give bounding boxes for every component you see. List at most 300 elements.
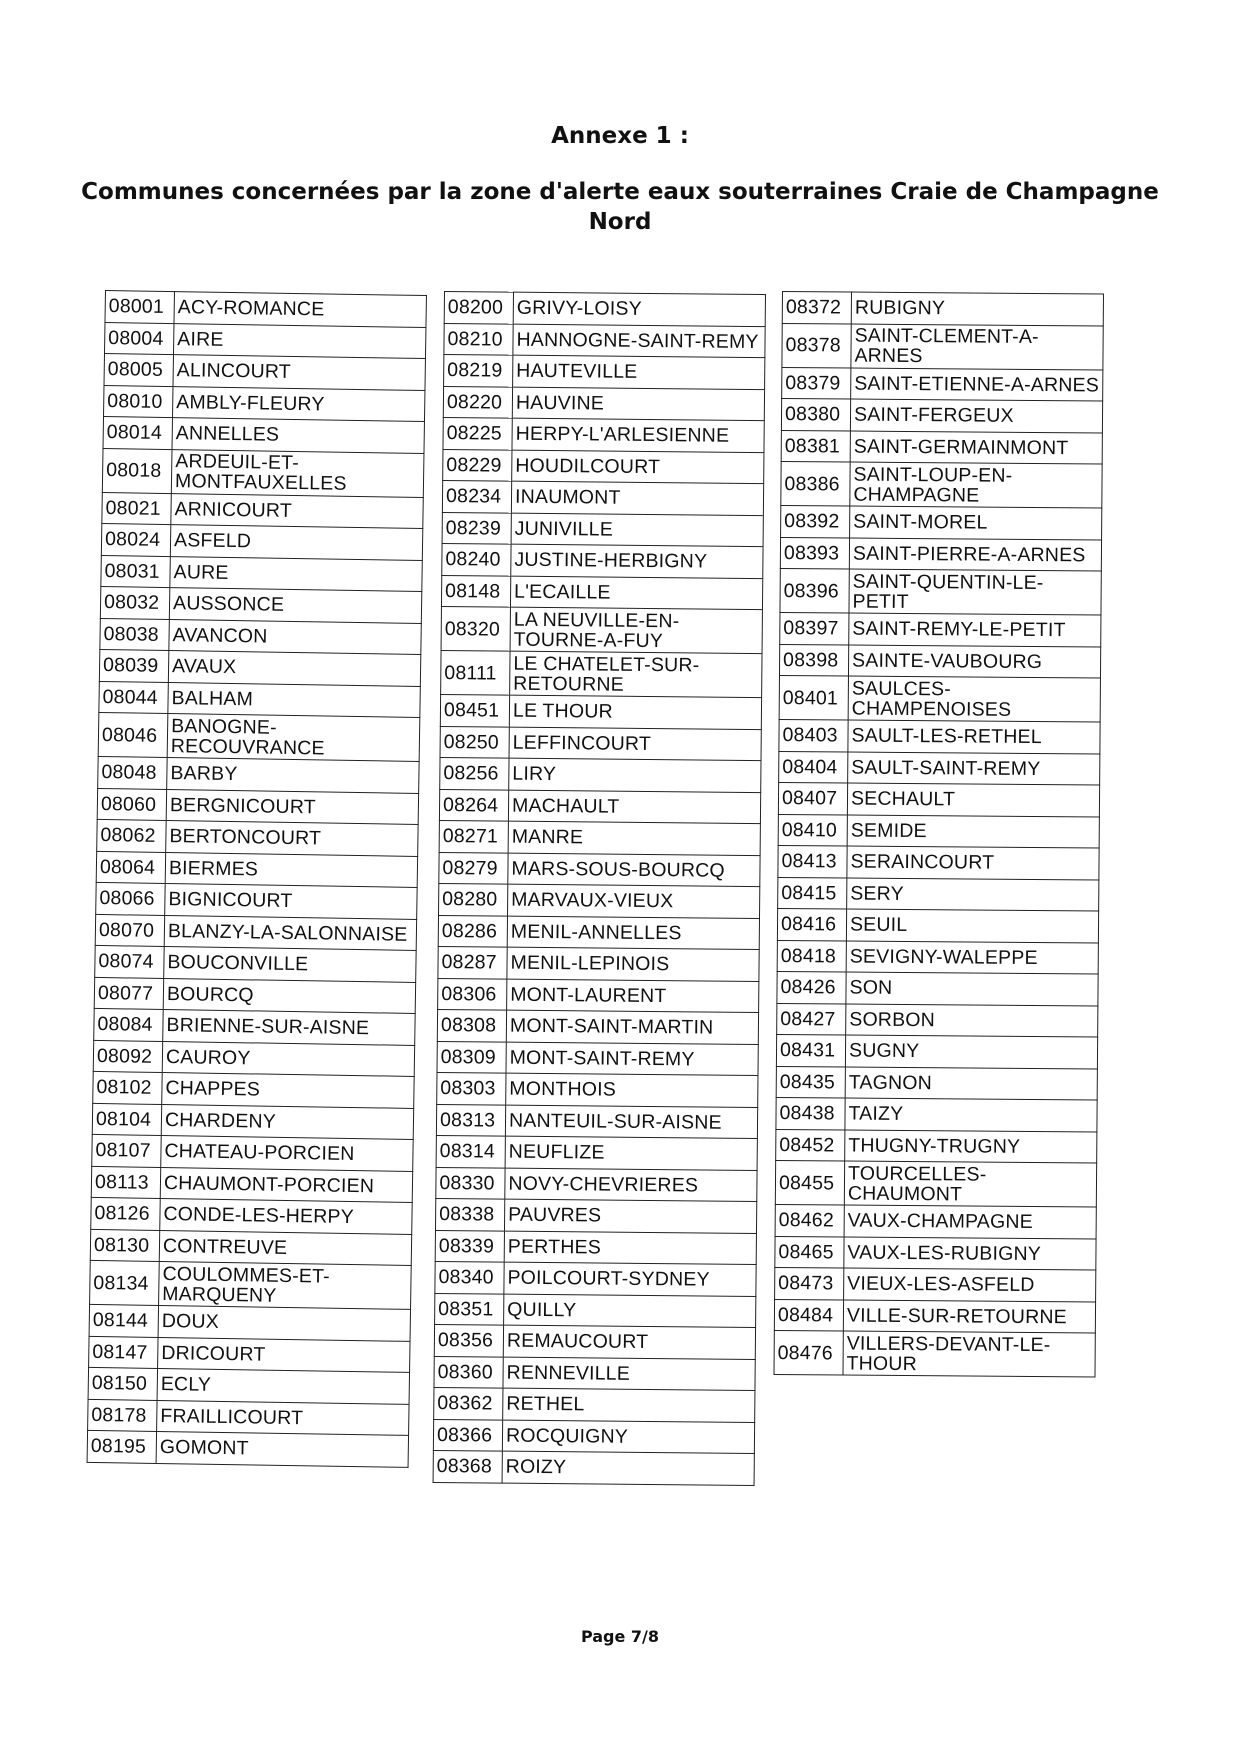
commune-code: 08092 (93, 1040, 162, 1073)
commune-code: 08308 (437, 1009, 506, 1041)
commune-code: 08451 (440, 694, 509, 726)
commune-name: AUSSONCE (169, 588, 421, 623)
commune-code: 08381 (781, 430, 850, 462)
commune-name: TOURCELLES-CHAUMONT (844, 1161, 1096, 1207)
table-row (434, 1324, 755, 1359)
commune-code: 08104 (92, 1103, 161, 1136)
table-row (782, 323, 1103, 370)
table-row (435, 1261, 756, 1296)
commune-name: ANNELLES (172, 418, 424, 453)
table-row (443, 449, 764, 484)
table-row (102, 448, 424, 497)
commune-code: 08113 (91, 1166, 160, 1199)
table-row (781, 461, 1102, 508)
table-row (774, 1299, 1095, 1333)
commune-name: CONDE-LES-HERPY (160, 1198, 412, 1233)
commune-code: 08452 (776, 1129, 845, 1161)
table-row (88, 1367, 409, 1404)
commune-code: 08339 (435, 1230, 504, 1262)
document-title (0, 177, 1240, 237)
commune-name: GOMONT (156, 1431, 408, 1466)
commune-code: 08303 (437, 1072, 506, 1104)
table-row (439, 820, 760, 855)
commune-code: 08418 (777, 940, 846, 972)
commune-code: 08392 (781, 505, 850, 537)
commune-code: 08271 (439, 820, 508, 852)
commune-code: 08287 (438, 946, 507, 978)
commune-name: RUBIGNY (851, 292, 1103, 325)
commune-code: 08010 (104, 385, 173, 418)
table-row (777, 971, 1098, 1005)
commune-code: 08240 (442, 543, 511, 575)
commune-code: 08005 (104, 354, 173, 387)
commune-name: NEUFLIZE (505, 1136, 757, 1170)
table-row (776, 1129, 1097, 1163)
table-row (775, 1204, 1096, 1238)
commune-name: ARDEUIL-ET-MONTFAUXELLES (171, 449, 424, 497)
table-row (442, 480, 763, 515)
table-row (778, 782, 1099, 816)
table-row (93, 1040, 414, 1077)
table-row (87, 1430, 408, 1467)
commune-name: VIEUX-LES-ASFELD (844, 1268, 1096, 1301)
table-row (105, 291, 426, 328)
table-row (436, 1104, 757, 1139)
commune-name: MARS-SOUS-BOURCQ (508, 853, 760, 887)
commune-name: REMAUCOURT (503, 1325, 755, 1359)
commune-code: 08038 (100, 618, 169, 651)
commune-code: 08250 (440, 726, 509, 758)
commune-name: SAINTE-VAUBOURG (848, 645, 1100, 678)
table-row (91, 1166, 412, 1203)
table-row (104, 354, 425, 391)
commune-name: AIRE (173, 323, 425, 358)
commune-name: MONT-SAINT-REMY (506, 1042, 758, 1076)
commune-code: 08032 (100, 586, 169, 619)
commune-name: MENIL-LEPINOIS (507, 947, 759, 981)
commune-code: 08107 (92, 1134, 161, 1167)
commune-code: 08279 (439, 852, 508, 884)
table-row (438, 915, 759, 950)
table-row (96, 882, 417, 919)
table-row (439, 789, 760, 824)
commune-name: CHATEAU-PORCIEN (161, 1135, 413, 1170)
commune-name: PAUVRES (504, 1199, 756, 1233)
table-row (781, 505, 1102, 539)
commune-name: MANRE (508, 821, 760, 855)
commune-code: 08048 (98, 756, 167, 789)
commune-name: BOUCONVILLE (164, 947, 416, 982)
commune-code: 08150 (88, 1367, 157, 1400)
table-row (442, 543, 763, 578)
commune-name: BARBY (167, 758, 419, 793)
commune-code: 08473 (775, 1267, 844, 1299)
table-row (781, 430, 1102, 464)
commune-name: NANTEUIL-SUR-AISNE (505, 1105, 757, 1139)
commune-name: RENNEVILLE (503, 1357, 755, 1391)
annex-title: Annexe 1 : (551, 123, 689, 149)
table-row (88, 1399, 409, 1436)
commune-name: RETHEL (503, 1388, 755, 1422)
commune-name: COULOMMES-ET-MARQUENY (159, 1261, 412, 1309)
table-row (94, 977, 415, 1014)
table-row (444, 292, 765, 327)
commune-code: 08438 (776, 1097, 845, 1129)
commune-name: ROIZY (502, 1451, 754, 1485)
table-row (778, 814, 1099, 848)
commune-code: 08397 (780, 612, 849, 644)
commune-code: 08404 (779, 751, 848, 783)
commune-name: CONTREUVE (159, 1230, 411, 1265)
commune-name: BANOGNE-RECOUVRANCE (167, 714, 420, 762)
commune-name: BOURCQ (163, 978, 415, 1013)
table-row (89, 1336, 410, 1373)
commune-code: 08413 (778, 845, 847, 877)
commune-code: 08476 (774, 1330, 843, 1375)
commune-name: SAINT-REMY-LE-PETIT (849, 613, 1101, 646)
commune-name: AVAUX (168, 651, 420, 686)
table-row (444, 355, 765, 390)
table-row (101, 523, 422, 560)
commune-code: 08225 (443, 417, 512, 449)
commune-name: HERPY-L'ARLESIENNE (512, 418, 764, 452)
commune-code: 08018 (102, 448, 172, 493)
table-row (433, 1450, 754, 1485)
commune-name: SUGNY (845, 1035, 1097, 1068)
table-row (779, 644, 1100, 678)
table-row (435, 1230, 756, 1265)
commune-name: SERAINCOURT (847, 846, 1099, 879)
commune-name: SAINT-PIERRE-A-ARNES (849, 538, 1101, 571)
commune-code: 08360 (434, 1356, 503, 1388)
commune-name: BERGNICOURT (166, 789, 418, 824)
commune-name: SAINT-FERGEUX (850, 399, 1102, 432)
commune-code: 08435 (776, 1066, 845, 1098)
commune-code: 08313 (436, 1104, 505, 1136)
commune-name: MONT-SAINT-MARTIN (506, 1010, 758, 1044)
commune-code: 08280 (439, 883, 508, 915)
table-row (436, 1167, 757, 1202)
commune-code: 08338 (435, 1198, 504, 1230)
table-row (441, 575, 762, 610)
table-row (775, 1236, 1096, 1270)
commune-code: 08386 (781, 461, 850, 506)
commune-code: 08306 (438, 978, 507, 1010)
commune-name: HAUVINE (512, 387, 764, 421)
commune-code: 08239 (442, 512, 511, 544)
table-row (782, 292, 1103, 326)
commune-name: FRAILLICOURT (157, 1400, 409, 1435)
commune-code: 08070 (95, 914, 164, 947)
commune-code: 08378 (782, 323, 851, 368)
commune-name: LIRY (509, 758, 761, 792)
commune-name: BIGNICOURT (165, 884, 417, 919)
commune-name: AVANCON (169, 619, 421, 654)
commune-code: 08401 (779, 675, 848, 720)
commune-name: SAINT-MOREL (850, 506, 1102, 539)
commune-code: 08234 (442, 480, 511, 512)
table-row (776, 1066, 1097, 1100)
commune-name: CHARDENY (161, 1104, 413, 1139)
commune-name: VAUX-CHAMPAGNE (844, 1205, 1096, 1238)
commune-code: 08320 (441, 606, 510, 651)
table-row (777, 1003, 1098, 1037)
commune-name: QUILLY (504, 1294, 756, 1328)
commune-name: ASFELD (170, 525, 422, 560)
commune-code: 08426 (777, 971, 846, 1003)
commune-name: JUSTINE-HERBIGNY (511, 544, 763, 578)
commune-name: BERTONCOURT (166, 821, 418, 856)
commune-name: L'ECAILLE (510, 576, 762, 610)
commune-code: 08356 (434, 1324, 503, 1356)
commune-name: AURE (170, 556, 422, 591)
commune-code: 08398 (779, 644, 848, 676)
table-row (437, 1041, 758, 1076)
commune-code: 08415 (778, 877, 847, 909)
table-row (778, 845, 1099, 879)
table-row (779, 675, 1100, 722)
table-row (98, 756, 419, 793)
table-row (441, 650, 762, 697)
commune-name: CHAPPES (162, 1072, 414, 1107)
table-row (105, 322, 426, 359)
table-row (433, 1419, 754, 1454)
commune-code: 08148 (441, 575, 510, 607)
table-row (438, 946, 759, 981)
commune-name: MONTHOIS (506, 1073, 758, 1107)
commune-code: 08004 (105, 322, 174, 355)
commune-name: SORBON (846, 1004, 1098, 1037)
commune-name: SAULT-SAINT-REMY (848, 752, 1100, 785)
commune-name: BLANZY-LA-SALONNAISE (164, 915, 416, 950)
document-title-line2: Nord (588, 209, 652, 235)
commune-table-middle (433, 291, 766, 1486)
table-row (435, 1293, 756, 1328)
table-row (436, 1135, 757, 1170)
commune-name: SERY (847, 878, 1099, 911)
table-row (443, 417, 764, 452)
table-row (779, 751, 1100, 785)
table-row (98, 712, 420, 761)
commune-code: 08220 (443, 386, 512, 418)
commune-code: 08134 (90, 1260, 160, 1305)
table-row (434, 1356, 755, 1391)
commune-name: SAULCES-CHAMPENOISES (848, 676, 1100, 722)
commune-name: INAUMONT (511, 481, 763, 515)
commune-code: 08200 (444, 292, 513, 324)
table-row (441, 606, 762, 653)
commune-code: 08001 (105, 291, 174, 324)
commune-name: HAUTEVILLE (513, 355, 765, 389)
table-row (90, 1229, 411, 1266)
commune-name: LE THOUR (509, 695, 761, 729)
table-row (779, 719, 1100, 753)
commune-name: THUGNY-TRUGNY (845, 1130, 1097, 1163)
commune-name: CHAUMONT-PORCIEN (160, 1167, 412, 1202)
table-row (780, 568, 1101, 615)
commune-code: 08314 (436, 1135, 505, 1167)
commune-name: SECHAULT (847, 783, 1099, 816)
commune-name: SAULT-LES-RETHEL (848, 720, 1100, 753)
commune-code: 08465 (775, 1236, 844, 1268)
commune-table-left (87, 290, 427, 1467)
commune-name: SEMIDE (847, 815, 1099, 848)
commune-name: LE CHATELET-SUR-RETOURNE (510, 651, 762, 697)
commune-code: 08427 (777, 1003, 846, 1035)
table-row (91, 1197, 412, 1234)
commune-code: 08046 (98, 712, 168, 757)
table-row (440, 726, 761, 761)
commune-name: POILCOURT-SYDNEY (504, 1262, 756, 1296)
commune-code: 08484 (774, 1299, 843, 1331)
commune-name: TAGNON (845, 1067, 1097, 1100)
commune-code: 08256 (440, 757, 509, 789)
commune-code: 08416 (777, 908, 846, 940)
commune-code: 08264 (439, 789, 508, 821)
table-row (442, 512, 763, 547)
table-row (100, 618, 421, 655)
table-row (780, 612, 1101, 646)
commune-name: SEUIL (846, 909, 1098, 942)
commune-code: 08147 (89, 1336, 158, 1369)
commune-code: 08219 (444, 355, 513, 387)
commune-name: ROCQUIGNY (502, 1420, 754, 1454)
table-row (95, 945, 416, 982)
table-row (101, 555, 422, 592)
commune-code: 08366 (433, 1419, 502, 1451)
table-row (438, 978, 759, 1013)
commune-code: 08074 (95, 945, 164, 978)
table-row (780, 537, 1101, 571)
commune-name: JUNIVILLE (511, 513, 763, 547)
table-row (94, 1008, 415, 1045)
commune-name: DRICOURT (158, 1337, 410, 1372)
table-row (99, 649, 420, 686)
commune-name: TAIZY (845, 1098, 1097, 1131)
commune-code: 08195 (87, 1430, 156, 1463)
commune-table-right (773, 291, 1104, 1377)
commune-code: 08229 (443, 449, 512, 481)
table-row (444, 323, 765, 358)
commune-name: VILLERS-DEVANT-LE-THOUR (843, 1331, 1095, 1377)
commune-name: VAUX-LES-RUBIGNY (844, 1237, 1096, 1270)
table-row (777, 908, 1098, 942)
table-row (439, 883, 760, 918)
commune-code: 08102 (93, 1071, 162, 1104)
table-row (90, 1260, 412, 1309)
commune-code: 08330 (436, 1167, 505, 1199)
commune-name: HOUDILCOURT (512, 450, 764, 484)
commune-name: SAINT-ETIENNE-A-ARNES (851, 368, 1103, 401)
commune-code: 08044 (99, 681, 168, 714)
commune-name: CAUROY (162, 1041, 414, 1076)
table-row (775, 1267, 1096, 1301)
commune-code: 08031 (101, 555, 170, 588)
commune-name: ALINCOURT (173, 355, 425, 390)
table-row (437, 1009, 758, 1044)
table-row (439, 852, 760, 887)
table-row (89, 1304, 410, 1341)
table-row (782, 367, 1103, 401)
commune-code: 08062 (97, 819, 166, 852)
commune-code: 08362 (434, 1387, 503, 1419)
commune-name: MARVAUX-VIEUX (508, 884, 760, 918)
table-row (97, 788, 418, 825)
commune-code: 08403 (779, 719, 848, 751)
commune-code: 08064 (96, 851, 165, 884)
commune-name: LA NEUVILLE-EN-TOURNE-A-FUY (510, 607, 762, 653)
commune-name: SEVIGNY-WALEPPE (846, 941, 1098, 974)
commune-name: MACHAULT (508, 790, 760, 824)
commune-name: SAINT-LOUP-EN-CHAMPAGNE (850, 462, 1102, 508)
table-row (440, 757, 761, 792)
commune-code: 08431 (776, 1034, 845, 1066)
commune-code: 08286 (438, 915, 507, 947)
table-row (103, 416, 424, 453)
commune-name: ECLY (157, 1368, 409, 1403)
commune-name: MONT-LAURENT (507, 979, 759, 1013)
table-row (102, 492, 423, 529)
commune-name: HANNOGNE-SAINT-REMY (513, 324, 765, 358)
commune-code: 08014 (103, 416, 172, 449)
table-row (100, 586, 421, 623)
table-row (777, 940, 1098, 974)
commune-code: 08021 (102, 492, 171, 525)
document-title-line1: Communes concernées par la zone d'alerte eaux souterraines Craie de Champagne (81, 179, 1159, 205)
commune-code: 08060 (97, 788, 166, 821)
commune-name: VILLE-SUR-RETOURNE (843, 1300, 1095, 1333)
table-row (440, 694, 761, 729)
commune-code: 08126 (91, 1197, 160, 1230)
commune-code: 08379 (782, 367, 851, 399)
commune-code: 08066 (96, 882, 165, 915)
commune-name: SAINT-GERMAINMONT (850, 431, 1102, 464)
commune-name: AMBLY-FLEURY (173, 386, 425, 421)
commune-code: 08077 (94, 977, 163, 1010)
commune-code: 08455 (775, 1160, 844, 1205)
commune-code: 08407 (778, 782, 847, 814)
commune-name: BRIENNE-SUR-AISNE (163, 1010, 415, 1045)
table-row (92, 1103, 413, 1140)
commune-name: SAINT-QUENTIN-LE-PETIT (849, 569, 1101, 615)
commune-code: 08210 (444, 323, 513, 355)
page-number: Page 7/8 (580, 1627, 660, 1646)
commune-code: 08410 (778, 814, 847, 846)
commune-code: 08144 (89, 1304, 158, 1337)
table-row (774, 1330, 1095, 1377)
commune-code: 08309 (437, 1041, 506, 1073)
commune-code: 08380 (781, 399, 850, 431)
commune-name: BALHAM (168, 682, 420, 717)
commune-name: PERTHES (504, 1231, 756, 1265)
table-row (97, 819, 418, 856)
commune-name: SON (846, 972, 1098, 1005)
commune-code: 08372 (782, 292, 851, 324)
commune-name: ARNICOURT (171, 493, 423, 528)
commune-name: GRIVY-LOISY (513, 292, 765, 326)
commune-code: 08130 (90, 1229, 159, 1262)
commune-code: 08111 (441, 650, 510, 695)
commune-code: 08396 (780, 568, 849, 613)
commune-code: 08084 (94, 1008, 163, 1041)
table-row (93, 1071, 414, 1108)
commune-name: NOVY-CHEVRIERES (505, 1168, 757, 1202)
table-row (95, 914, 416, 951)
commune-name: ACY-ROMANCE (174, 292, 426, 327)
commune-code: 08368 (433, 1450, 502, 1482)
commune-code: 08039 (99, 649, 168, 682)
table-row (781, 399, 1102, 433)
